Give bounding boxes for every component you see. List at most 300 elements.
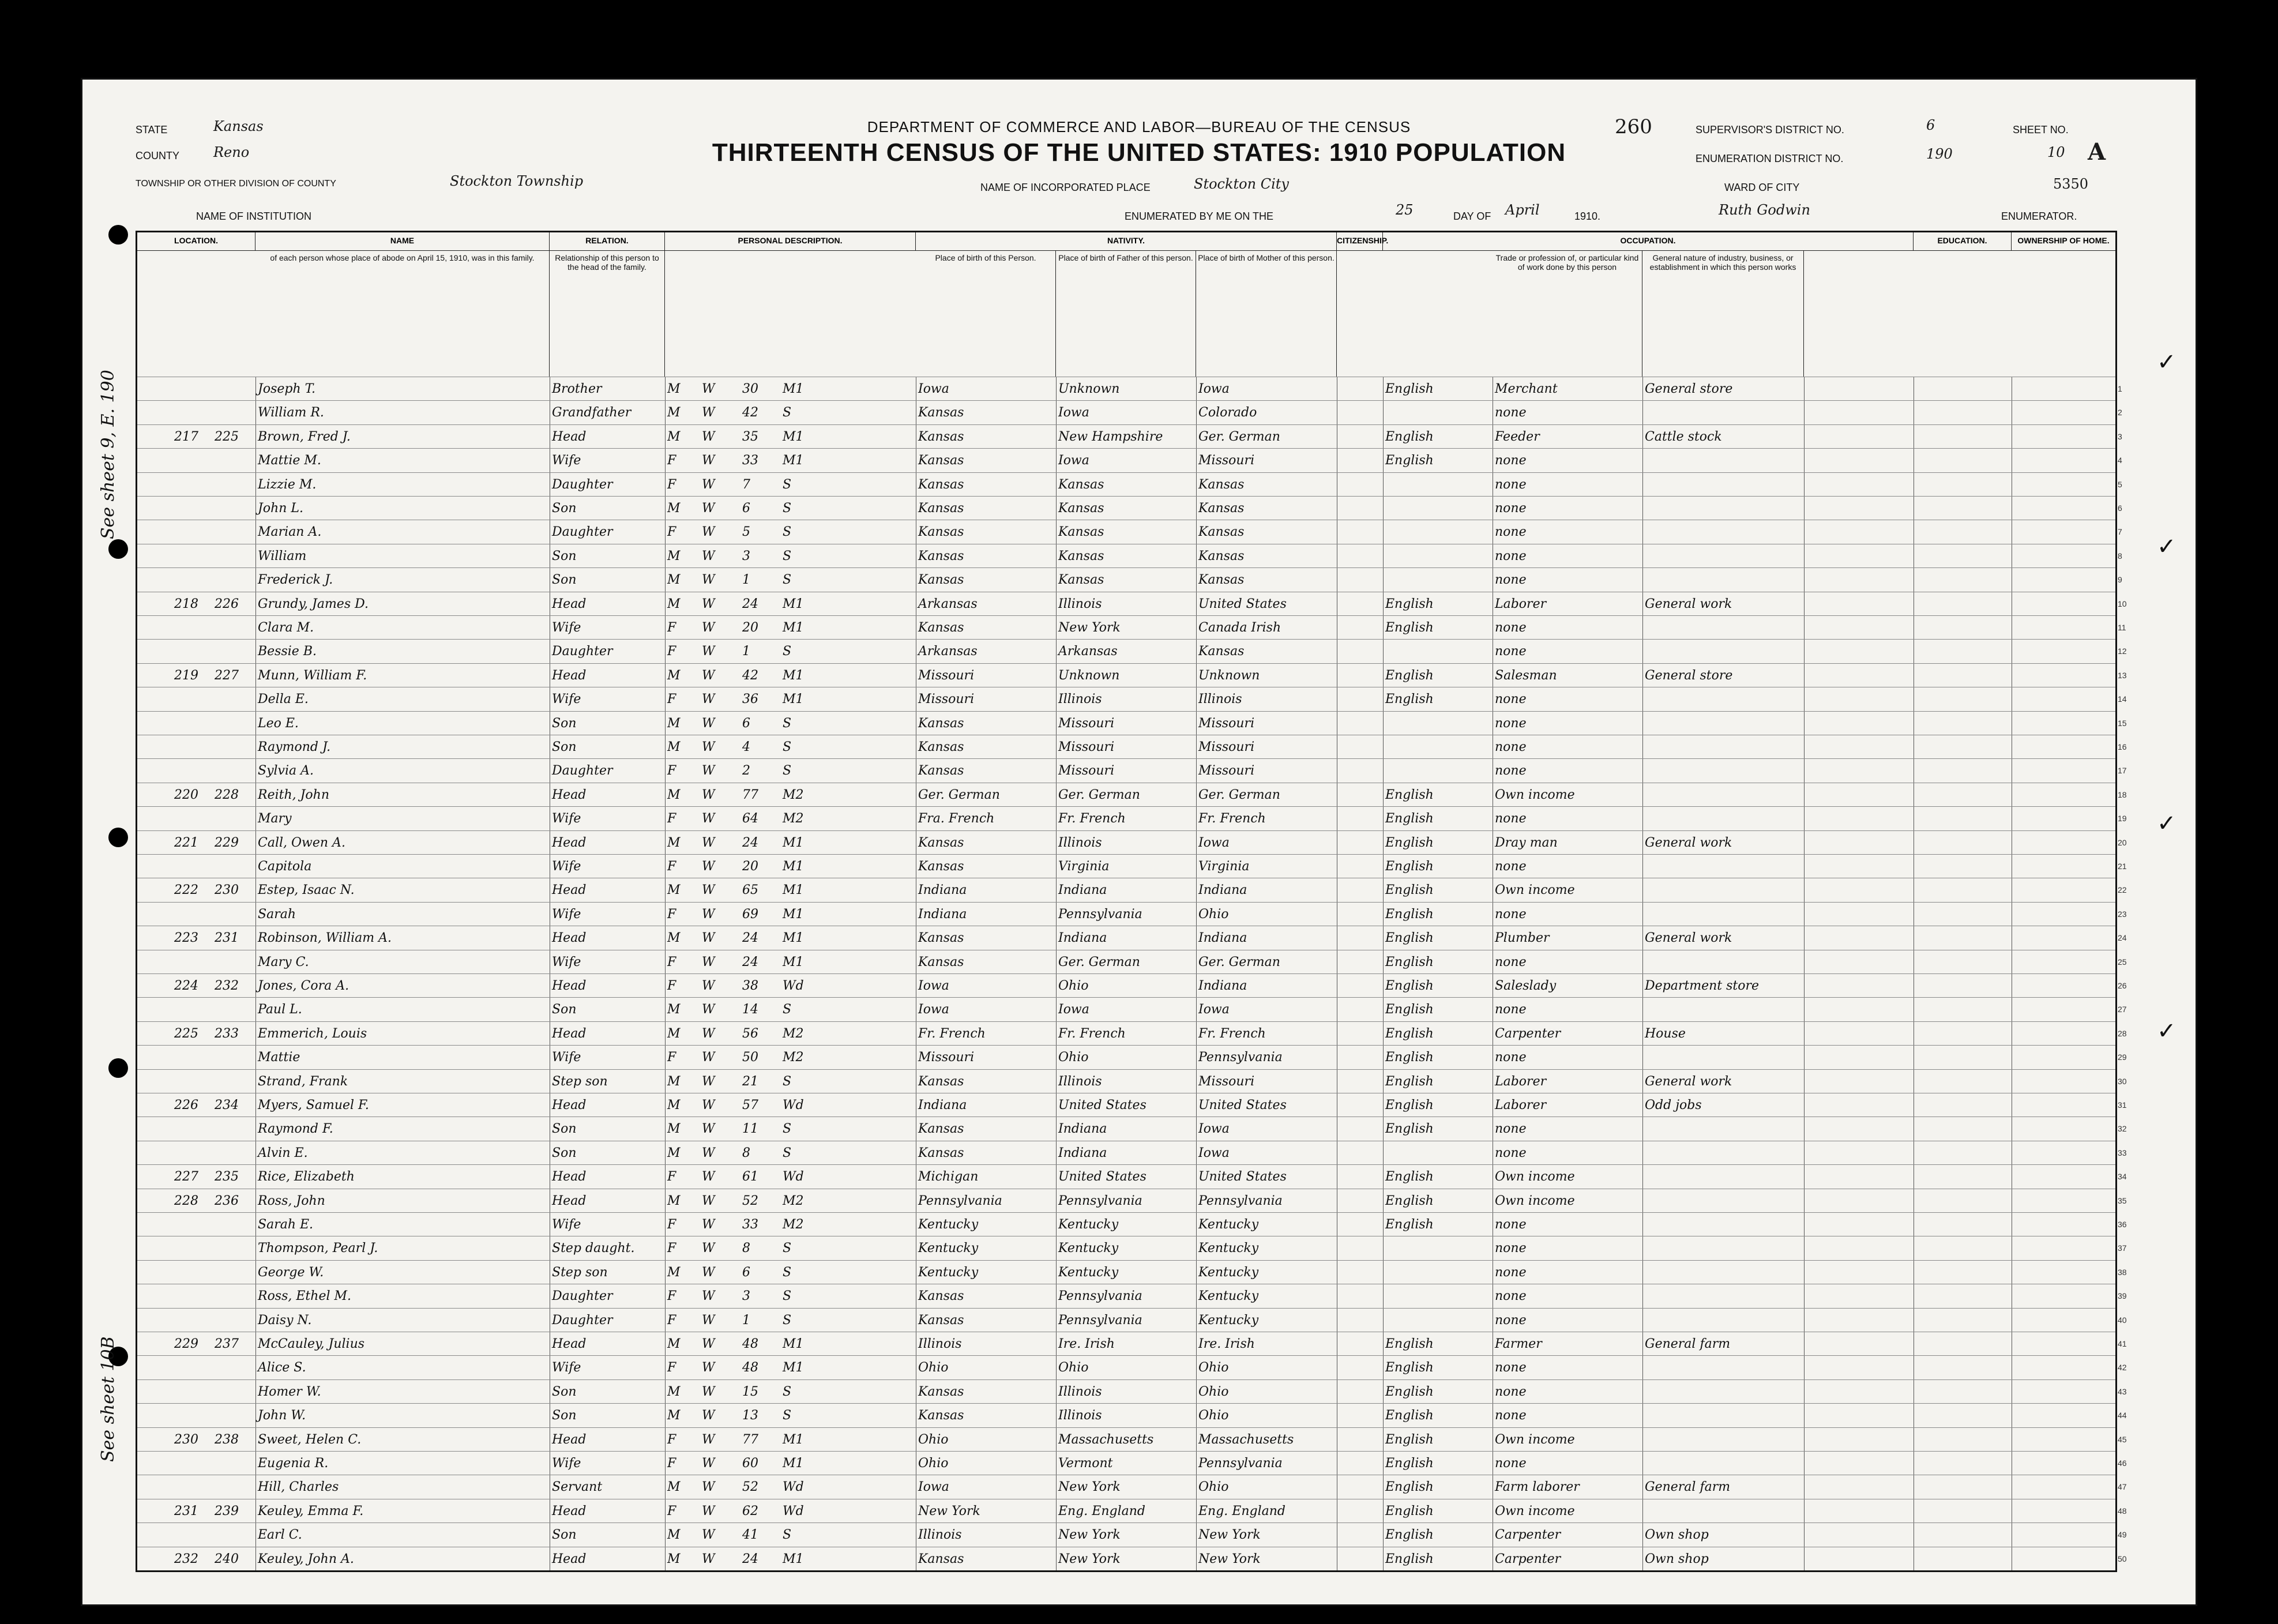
birthplace-mother: Ohio xyxy=(1198,1408,1229,1423)
race: W xyxy=(702,668,715,683)
race: W xyxy=(702,1026,715,1041)
birthplace-father: Ohio xyxy=(1058,979,1089,993)
race: W xyxy=(702,548,715,563)
line-number: 39 xyxy=(2118,1291,2127,1301)
line-number: 15 xyxy=(2118,718,2127,728)
birthplace-person: Kansas xyxy=(918,716,964,731)
relation: Head xyxy=(552,1432,587,1447)
line-number: 34 xyxy=(2118,1172,2127,1182)
family-number xyxy=(212,712,255,735)
birthplace-mother: United States xyxy=(1198,1098,1287,1112)
supervisor-label: SUPERVISOR'S DISTRICT NO. xyxy=(1696,124,1844,136)
birthplace-person: Kansas xyxy=(918,501,964,516)
birthplace-father: New York xyxy=(1058,1551,1121,1566)
occupation: none xyxy=(1495,501,1527,516)
line-number: 7 xyxy=(2118,527,2122,537)
person-name: William R. xyxy=(258,405,324,420)
line-number: 42 xyxy=(2118,1363,2127,1373)
birthplace-person: Kansas xyxy=(918,764,964,779)
relation: Wife xyxy=(552,692,581,707)
relation: Head xyxy=(552,429,587,444)
marital-status: S xyxy=(783,644,792,659)
sex: M xyxy=(667,382,681,396)
sex: M xyxy=(667,548,681,563)
dwelling-number xyxy=(172,1356,212,1379)
industry xyxy=(1642,855,1804,878)
check-mark: ✓ xyxy=(2157,533,2176,560)
sex: M xyxy=(667,1408,681,1423)
dwelling-number: 228 xyxy=(174,1193,198,1208)
occupation: none xyxy=(1495,1145,1527,1160)
birthplace-person: Kansas xyxy=(918,1408,964,1423)
age: 52 xyxy=(742,1480,758,1495)
state-value: Kansas xyxy=(213,118,264,134)
race: W xyxy=(702,1098,715,1112)
race: W xyxy=(702,787,715,802)
occupation: none xyxy=(1495,811,1527,826)
birthplace-father: Ohio xyxy=(1058,1050,1089,1065)
dwelling-number: 221 xyxy=(174,835,198,850)
occupation: none xyxy=(1495,1241,1527,1256)
race: W xyxy=(702,979,715,993)
line-number: 5 xyxy=(2118,479,2122,489)
marital-status: M1 xyxy=(783,931,804,946)
family-number xyxy=(212,1356,255,1379)
relation: Head xyxy=(552,1170,587,1185)
birthplace-person: Kansas xyxy=(918,1313,964,1328)
line-number: 14 xyxy=(2118,694,2127,704)
occupation: none xyxy=(1495,1360,1527,1375)
sex: M xyxy=(667,787,681,802)
person-name: Myers, Samuel F. xyxy=(258,1098,369,1112)
sex: M xyxy=(667,1074,681,1089)
person-name: Capitola xyxy=(258,859,312,874)
birthplace-person: Iowa xyxy=(918,979,949,993)
table-row xyxy=(137,1379,2127,1403)
line-number: 48 xyxy=(2118,1506,2127,1516)
person-name: John L. xyxy=(258,501,303,516)
birthplace-mother: Pennsylvania xyxy=(1198,1456,1283,1471)
birthplace-mother: Fr. French xyxy=(1198,1026,1266,1041)
birthplace-mother: Fr. French xyxy=(1198,811,1266,826)
relation: Head xyxy=(552,1026,587,1041)
dwelling-number: 224 xyxy=(174,979,198,993)
birthplace-mother: New York xyxy=(1198,1528,1261,1543)
group-ownership: OWNERSHIP OF HOME. xyxy=(2012,232,2115,251)
birthplace-mother: Canada Irish xyxy=(1198,621,1281,635)
table-row xyxy=(137,1189,2127,1212)
table-row xyxy=(137,424,2122,448)
language: English xyxy=(1385,835,1434,850)
line-number: 45 xyxy=(2118,1434,2127,1444)
group-citizenship: CITIZENSHIP. xyxy=(1337,232,1383,251)
name-column-desc: of each person whose place of abode on April 15, 1910, was in this family. xyxy=(255,251,550,377)
occupation: none xyxy=(1495,1408,1527,1423)
language: English xyxy=(1385,954,1434,969)
birthplace-father: Vermont xyxy=(1058,1456,1113,1471)
language xyxy=(1383,735,1493,759)
age: 38 xyxy=(742,979,758,993)
birthplace-mother: Virginia xyxy=(1198,859,1250,874)
family-number xyxy=(212,377,255,401)
relation: Wife xyxy=(552,811,581,826)
age: 15 xyxy=(742,1384,758,1399)
birthplace-father: Ire. Irish xyxy=(1058,1337,1115,1351)
marital-status: Wd xyxy=(783,979,804,993)
person-name: Alvin E. xyxy=(258,1145,308,1160)
dwelling-number: 232 xyxy=(174,1551,198,1566)
ward-label: WARD OF CITY xyxy=(1724,182,1800,193)
dwelling-number: 220 xyxy=(174,787,198,802)
birthplace-mother: Ger. German xyxy=(1198,954,1280,969)
language: English xyxy=(1385,1122,1434,1137)
industry xyxy=(1642,1117,1804,1141)
sex: F xyxy=(667,477,676,492)
marital-status: M1 xyxy=(783,668,804,683)
occupation: none xyxy=(1495,621,1527,635)
language: English xyxy=(1385,1002,1434,1017)
dwelling-number xyxy=(172,855,212,878)
occupation: Salesman xyxy=(1495,668,1557,683)
family-number xyxy=(212,1141,255,1165)
age: 42 xyxy=(742,405,758,420)
race: W xyxy=(702,1122,715,1137)
birthplace-person: Kansas xyxy=(918,621,964,635)
sex: M xyxy=(667,1098,681,1112)
group-name: NAME xyxy=(255,232,550,251)
line-number: 30 xyxy=(2118,1076,2127,1086)
day-of-label: DAY OF xyxy=(1453,210,1491,222)
dwelling-number: 229 xyxy=(174,1337,198,1351)
family-number: 239 xyxy=(215,1503,239,1518)
relation: Head xyxy=(552,596,587,611)
person-name: Jones, Cora A. xyxy=(258,979,349,993)
language: English xyxy=(1385,1503,1434,1518)
sex: F xyxy=(667,954,676,969)
marital-status: S xyxy=(783,1145,792,1160)
birthplace-father: Kansas xyxy=(1058,548,1104,563)
industry xyxy=(1642,1236,1804,1260)
dwelling-number xyxy=(172,640,212,663)
marital-status: S xyxy=(783,1408,792,1423)
age: 60 xyxy=(742,1456,758,1471)
department-heading: DEPARTMENT OF COMMERCE AND LABOR—BUREAU OF THE CENSUS xyxy=(867,118,1411,136)
birthplace-person: Kansas xyxy=(918,1384,964,1399)
occupation: none xyxy=(1495,1265,1527,1280)
census-title: THIRTEENTH CENSUS OF THE UNITED STATES: 1910 POPULATION xyxy=(712,138,1566,167)
table-row xyxy=(137,1212,2127,1236)
sex: F xyxy=(667,1503,676,1518)
place-value: Stockton City xyxy=(1194,176,1289,192)
table-row xyxy=(137,806,2127,830)
birthplace-person: Kentucky xyxy=(918,1265,979,1280)
age: 6 xyxy=(742,716,750,731)
birthplace-mother: Iowa xyxy=(1198,1122,1230,1137)
race: W xyxy=(702,1528,715,1543)
industry: General work xyxy=(1645,1074,1732,1089)
dwelling-number xyxy=(172,401,212,424)
occupation: Feeder xyxy=(1495,429,1540,444)
dwelling-number: 218 xyxy=(174,596,198,611)
sex: M xyxy=(667,596,681,611)
marital-status: M2 xyxy=(783,1026,804,1041)
age: 1 xyxy=(742,573,750,588)
check-mark: ✓ xyxy=(2157,1018,2176,1044)
language: English xyxy=(1385,453,1434,468)
birthplace-father: Fr. French xyxy=(1058,811,1126,826)
sex: M xyxy=(667,883,681,898)
dwelling-number xyxy=(172,1404,212,1427)
race: W xyxy=(702,1050,715,1065)
group-relation: RELATION. xyxy=(550,232,665,251)
birthplace-father: Kansas xyxy=(1058,501,1104,516)
sex: M xyxy=(667,429,681,444)
language: English xyxy=(1385,1408,1434,1423)
birthplace-mother: Ger. German xyxy=(1198,787,1280,802)
race: W xyxy=(702,931,715,946)
person-name: Strand, Frank xyxy=(258,1074,348,1089)
age: 24 xyxy=(742,954,758,969)
sex: M xyxy=(667,1002,681,1017)
dwelling-number xyxy=(172,735,212,759)
sex: F xyxy=(667,979,676,993)
birthplace-mother: Kentucky xyxy=(1198,1289,1259,1304)
line-number: 9 xyxy=(2118,575,2122,585)
age: 24 xyxy=(742,931,758,946)
table-row xyxy=(137,1403,2127,1427)
birthplace-mother: Pennsylvania xyxy=(1198,1193,1283,1208)
line-number: 16 xyxy=(2118,742,2127,751)
dwelling-number xyxy=(172,1523,212,1547)
sex: M xyxy=(667,835,681,850)
birthplace-person: Kansas xyxy=(918,477,964,492)
birthplace-father: Pennsylvania xyxy=(1058,1313,1142,1328)
year-label: 1910. xyxy=(1574,210,1601,222)
relation: Son xyxy=(552,501,577,516)
race: W xyxy=(702,477,715,492)
birthplace-father: Pennsylvania xyxy=(1058,907,1142,922)
sex: M xyxy=(667,1551,681,1566)
occupation: Dray man xyxy=(1495,835,1558,850)
census-table xyxy=(136,231,2127,1572)
table-row xyxy=(137,520,2122,543)
birthplace-father: Indiana xyxy=(1058,883,1107,898)
marital-status: S xyxy=(783,1384,792,1399)
relation: Brother xyxy=(552,382,602,396)
age: 33 xyxy=(742,1217,758,1232)
age: 1 xyxy=(742,1313,750,1328)
dwelling-number: 230 xyxy=(174,1432,198,1447)
birthplace-person: Fr. French xyxy=(918,1026,986,1041)
occupation: Farm laborer xyxy=(1495,1480,1580,1495)
birthplace-mother: Indiana xyxy=(1198,931,1247,946)
race: W xyxy=(702,835,715,850)
dwelling-number xyxy=(172,1284,212,1308)
dwelling-number xyxy=(172,950,212,974)
person-name: Reith, John xyxy=(258,787,330,802)
family-number xyxy=(212,616,255,640)
line-number: 29 xyxy=(2118,1052,2127,1062)
occupation: none xyxy=(1495,405,1527,420)
industry xyxy=(1642,1309,1804,1332)
family-number xyxy=(212,735,255,759)
family-number xyxy=(212,1070,255,1093)
race: W xyxy=(702,1265,715,1280)
birthplace-father: Indiana xyxy=(1058,1145,1107,1160)
race: W xyxy=(702,596,715,611)
birthplace-mother: Missouri xyxy=(1198,453,1255,468)
occupation: none xyxy=(1495,1289,1527,1304)
industry: General work xyxy=(1645,835,1732,850)
state-label: STATE xyxy=(136,124,168,136)
language: English xyxy=(1385,931,1434,946)
enumerated-month: April xyxy=(1505,202,1540,218)
relation: Head xyxy=(552,931,587,946)
race: W xyxy=(702,907,715,922)
occupation: none xyxy=(1495,907,1527,922)
occupation: none xyxy=(1495,954,1527,969)
race: W xyxy=(702,883,715,898)
sex: M xyxy=(667,931,681,946)
sheet-label: SHEET NO. xyxy=(2013,124,2069,136)
age: 8 xyxy=(742,1241,750,1256)
birthplace-mother: Pennsylvania xyxy=(1198,1050,1283,1065)
race: W xyxy=(702,1337,715,1351)
birthplace-mother: Ohio xyxy=(1198,1480,1229,1495)
birthplace-mother: Ger. German xyxy=(1198,429,1280,444)
birthplace-person: Kansas xyxy=(918,931,964,946)
family-number xyxy=(212,1309,255,1332)
table-row xyxy=(137,926,2127,949)
dwelling-number xyxy=(172,473,212,497)
marital-status: M1 xyxy=(783,1360,804,1375)
language xyxy=(1383,473,1493,497)
sheet-value: 10 xyxy=(2047,144,2065,160)
birthplace-person: Illinois xyxy=(918,1337,962,1351)
age: 13 xyxy=(742,1408,758,1423)
birthplace-father: Fr. French xyxy=(1058,1026,1126,1041)
birthplace-person: Kansas xyxy=(918,835,964,850)
language xyxy=(1383,1236,1493,1260)
family-number xyxy=(212,473,255,497)
census-sheet xyxy=(81,78,2197,1606)
industry: General store xyxy=(1645,668,1733,683)
family-number xyxy=(212,855,255,878)
birthplace-father: Illinois xyxy=(1058,835,1102,850)
race: W xyxy=(702,764,715,779)
sex: M xyxy=(667,1337,681,1351)
age: 35 xyxy=(742,429,758,444)
language xyxy=(1383,1284,1493,1308)
age: 5 xyxy=(742,525,750,540)
birthplace-father: Virginia xyxy=(1058,859,1110,874)
occupation: Carpenter xyxy=(1495,1528,1561,1543)
occupation: none xyxy=(1495,1122,1527,1137)
sex: F xyxy=(667,1313,676,1328)
birthplace-person: Ohio xyxy=(918,1456,949,1471)
birthplace-father: Missouri xyxy=(1058,740,1115,754)
language: English xyxy=(1385,979,1434,993)
birthplace-father: Pennsylvania xyxy=(1058,1289,1142,1304)
marital-status: M2 xyxy=(783,1050,804,1065)
race: W xyxy=(702,1074,715,1089)
sex: F xyxy=(667,621,676,635)
person-name: Robinson, William A. xyxy=(258,931,392,946)
line-number: 37 xyxy=(2118,1243,2127,1253)
table-row xyxy=(137,639,2127,663)
birthplace-father: Arkansas xyxy=(1058,644,1118,659)
sex: F xyxy=(667,644,676,659)
birthplace-mother: Missouri xyxy=(1198,764,1255,779)
birthplace-person: Missouri xyxy=(918,1050,975,1065)
line-number: 8 xyxy=(2118,551,2122,561)
line-number: 44 xyxy=(2118,1411,2127,1420)
person-name: McCauley, Julius xyxy=(258,1337,365,1351)
line-number: 19 xyxy=(2118,814,2127,824)
family-number xyxy=(212,520,255,544)
line-number: 21 xyxy=(2118,862,2127,871)
family-number xyxy=(212,807,255,830)
age: 6 xyxy=(742,501,750,516)
occupation: Farmer xyxy=(1495,1337,1542,1351)
table-row xyxy=(137,400,2122,424)
group-location: LOCATION. xyxy=(137,232,255,251)
relation: Son xyxy=(552,1002,577,1017)
dwelling-number xyxy=(172,1309,212,1332)
industry: House xyxy=(1645,1026,1686,1041)
industry xyxy=(1642,1141,1804,1165)
group-education: EDUCATION. xyxy=(1914,232,2012,251)
relation: Daughter xyxy=(552,644,613,659)
birthplace-father: Massachusetts xyxy=(1058,1432,1154,1447)
age: 50 xyxy=(742,1050,758,1065)
table-row xyxy=(137,1547,2127,1570)
language xyxy=(1383,1309,1493,1332)
birthplace-mother: Iowa xyxy=(1198,835,1230,850)
relation: Daughter xyxy=(552,1289,613,1304)
dwelling-number xyxy=(172,544,212,568)
sex: F xyxy=(667,1456,676,1471)
table-row xyxy=(137,1284,2127,1307)
marital-status: S xyxy=(783,1241,792,1256)
group-nativity: NATIVITY. xyxy=(916,232,1337,251)
birthplace-person: Kansas xyxy=(918,548,964,563)
birthplace-person: Kansas xyxy=(918,1551,964,1566)
sex: M xyxy=(667,668,681,683)
birthplace-mother: Iowa xyxy=(1198,1002,1230,1017)
line-number: 18 xyxy=(2118,790,2127,799)
marital-status: S xyxy=(783,1002,792,1017)
family-number: 238 xyxy=(215,1432,239,1447)
sex: M xyxy=(667,1145,681,1160)
check-mark: ✓ xyxy=(2157,349,2176,375)
line-number: 23 xyxy=(2118,909,2127,919)
family-number: 226 xyxy=(215,596,239,611)
relation: Son xyxy=(552,1384,577,1399)
birthplace-father: Kentucky xyxy=(1058,1265,1119,1280)
birthplace-mother: Indiana xyxy=(1198,883,1247,898)
age: 30 xyxy=(742,382,758,396)
occupation: Carpenter xyxy=(1495,1026,1561,1041)
birthplace-father: Missouri xyxy=(1058,764,1115,779)
township-value: Stockton Township xyxy=(450,173,584,189)
person-name: Raymond F. xyxy=(258,1122,333,1137)
table-row xyxy=(137,496,2122,520)
table-row xyxy=(137,687,2127,710)
birthplace-person: Kansas xyxy=(918,859,964,874)
table-row xyxy=(137,592,2127,615)
birthplace-father: Illinois xyxy=(1058,1408,1102,1423)
